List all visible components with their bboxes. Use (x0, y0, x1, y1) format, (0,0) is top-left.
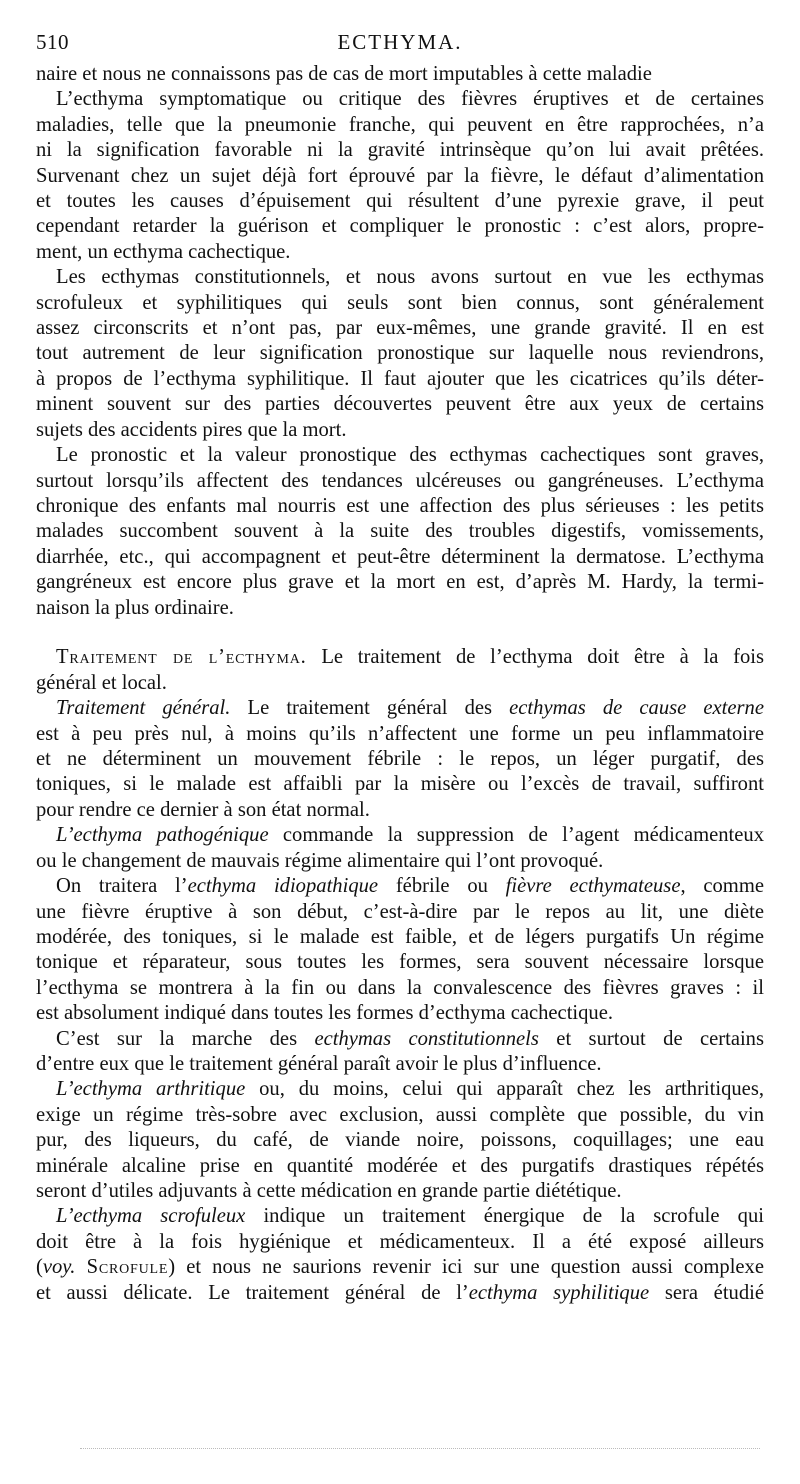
text-line (36, 950, 764, 975)
text-run: malades succombent souvent à la suite des troubles digestifs, vomissements, (36, 520, 764, 543)
small-caps-heading: Scrofule (86, 1256, 169, 1279)
italic-term: ecthyma idiopathique (187, 875, 379, 898)
text-line (36, 1230, 764, 1255)
text-run: sujets des accidents pires que la mort. (36, 418, 347, 441)
text-run: naire et nous ne connaissons pas de cas de mort imputables à cette maladie (36, 63, 652, 85)
italic-term: L’ecthyma arthritique (56, 1078, 246, 1101)
paragraph (36, 1077, 764, 1204)
text-run: d’entre eux que le traitement général paraît avoir le plus d’influence. (36, 1052, 602, 1075)
text-run: L’ecthyma symptomatique ou critique des fièvres éruptives et de certaines (56, 88, 764, 111)
text-line (36, 392, 764, 417)
text-run: et aussi délicate. Le traitement général de l’ (36, 1281, 469, 1304)
text-run: sera étudié (649, 1281, 764, 1304)
text-run: ou le changement de mauvais régime alimentaire qui l’ont provoqué. (36, 849, 604, 872)
text-line (36, 113, 764, 138)
text-line (36, 1179, 764, 1204)
text-run: tonique et réparateur, sous toutes les formes, sera souvent nécessaire lorsque (36, 951, 764, 974)
text-line (36, 1128, 764, 1153)
text-line (36, 1154, 764, 1179)
text-run: et surtout de certains (538, 1027, 764, 1050)
text-line (36, 469, 764, 494)
italic-term: ecthyma syphilitique (468, 1281, 650, 1304)
text-run: général et local. (36, 671, 167, 694)
text-run: ) et nous ne saurions revenir ici sur une question aussi complexe (168, 1256, 764, 1279)
text-line (36, 87, 764, 112)
text-line (36, 1052, 764, 1077)
paragraph (36, 87, 764, 265)
text-line (36, 849, 764, 874)
italic-term: L’ecthyma pathogénique (56, 824, 269, 847)
text-run: diarrhée, etc., qui accompagnent et peut-être déterminent la dermatose. L’ecthyma (36, 545, 764, 568)
text-line (36, 874, 764, 899)
text-run: pur, des liqueurs, du café, de viande noire, poissons, coquillages; une eau (36, 1129, 764, 1152)
text-run: Le traitement de l’ecthyma doit être à la fois (306, 646, 764, 669)
text-line (36, 976, 764, 1001)
text-run: est à peu près nul, à moins qu’ils n’affectent une forme un peu inflammatoire (36, 722, 764, 745)
text-line (36, 1001, 764, 1026)
text-run: à propos de l’ecthyma syphilitique. Il faut ajouter que les cicatrices qu’ils déter- (36, 367, 764, 390)
text-run: fébrile ou (378, 875, 506, 898)
italic-term: fièvre ecthymateuse (505, 875, 681, 898)
text-run: Survenant chez un sujet déjà fort éprouvé par la fièvre, le défaut d’alimentation (36, 164, 764, 187)
text-run: une fièvre éruptive à son début, c’est-à-dire par le repos au lit, une diète (36, 900, 764, 923)
page-header (36, 26, 764, 60)
small-caps-heading: Traitement de l’ecthyma. (56, 646, 307, 669)
text-line (36, 596, 764, 621)
text-run: tout autrement de leur signification pronostique sur laquelle nous reviendrons, (36, 342, 764, 365)
text-line (36, 925, 764, 950)
text-line (36, 189, 764, 214)
text-run: et toutes les causes d’épuisement qui résultent d’une pyrexie grave, il peut (36, 190, 764, 213)
text-run: pour rendre ce dernier à son état normal. (36, 798, 370, 821)
text-line (36, 164, 764, 189)
text-line (36, 798, 764, 823)
text-run: l’ecthyma se montrera à la fin ou dans la convalescence des fièvres graves : il (36, 976, 764, 999)
body-text (36, 62, 764, 1306)
text-line (36, 316, 764, 341)
text-line (36, 367, 764, 392)
text-run: surtout lorsqu’ils affectent des tendances ulcéreuses ou gangréneuses. L’ecthyma (36, 469, 764, 492)
text-run: ment, un ecthyma cachectique. (36, 240, 291, 263)
text-line (36, 519, 764, 544)
text-run: seront d’utiles adjuvants à cette médication en grande partie diététique. (36, 1179, 622, 1202)
text-run: chronique des enfants mal nourris est une affection des plus sérieuses : les petits (36, 494, 764, 517)
italic-term: ecthymas constitutionnels (314, 1027, 539, 1050)
text-line (36, 1027, 764, 1052)
text-line (36, 823, 764, 848)
text-line (36, 671, 764, 696)
text-run: minent souvent sur des parties découvertes peuvent être aux yeux de certains (36, 393, 764, 416)
text-line (36, 696, 764, 721)
text-run: Le traitement général des (230, 697, 510, 720)
paragraph (36, 1027, 764, 1078)
text-run: naison la plus ordinaire. (36, 596, 234, 619)
text-run: est absolument indiqué dans toutes les formes d’ecthyma cachectique. (36, 1002, 614, 1025)
text-run: et ne déterminent un mouvement fébrile : le repos, un léger purgatif, des (36, 748, 764, 771)
bottom-edge-bleed (80, 1448, 760, 1451)
text-run: ou, du moins, celui qui apparaît chez les arthritiques, (245, 1078, 764, 1101)
section-gap (36, 621, 764, 646)
text-line (36, 291, 764, 316)
italic-term: Traitement général. (56, 697, 231, 720)
text-line (36, 772, 764, 797)
paragraph (36, 443, 764, 621)
paragraph (36, 874, 764, 1026)
italic-term: voy. (42, 1256, 76, 1279)
text-line (36, 443, 764, 468)
text-run: C’est sur la marche des (56, 1027, 315, 1050)
text-line (36, 214, 764, 239)
text-line (36, 1281, 764, 1306)
italic-term: L’ecthyma scrofuleux (56, 1205, 246, 1228)
text-run: scrofuleux et syphilitiques qui seuls sont bien connus, sont généralement (36, 291, 764, 314)
text-run: commande la suppression de l’agent médicamenteux (268, 824, 764, 847)
text-run: cependant retarder la guérison et compliquer le pronostic : c’est alors, propre- (36, 215, 764, 238)
italic-term: ecthymas de cause externe (509, 697, 764, 720)
text-run: indique un traitement énergique de la scrofule qui (245, 1205, 764, 1228)
text-line (36, 1077, 764, 1102)
text-run: On traitera l’ (56, 875, 188, 898)
page-number: 510 (36, 30, 69, 54)
paragraph (36, 645, 764, 696)
text-run: Les ecthymas constitutionnels, et nous avons surtout en vue les ecthymas (56, 266, 764, 289)
text-run: toniques, si le malade est affaibli par la misère ou l’excès de travail, suffiront (36, 773, 764, 796)
text-line (36, 494, 764, 519)
text-line (36, 900, 764, 925)
text-line (36, 418, 764, 443)
text-line (36, 570, 764, 595)
text-line (36, 138, 764, 163)
paragraph (36, 1204, 764, 1306)
text-run: maladies, telle que la pneumonie franche, qui peuvent en être rapprochées, n’a (36, 113, 764, 136)
text-line (36, 1103, 764, 1128)
text-line (36, 1204, 764, 1229)
text-line (36, 265, 764, 290)
text-run: ( (36, 1256, 43, 1279)
text-run: assez circonscrits et n’ont pas, par eux-mêmes, une grande gravité. Il en est (36, 317, 764, 340)
text-line (36, 62, 764, 87)
text-line (36, 341, 764, 366)
text-line (36, 545, 764, 570)
paragraph (36, 696, 764, 823)
text-run: ni la signification favorable ni la gravité intrinsèque qu’on lui avait prêtées. (36, 139, 764, 162)
text-run: exige un régime très-sobre avec exclusion, aussi complète que possible, du vin (36, 1103, 764, 1126)
text-run: doit être à la fois hygiénique et médicamenteux. Il a été exposé ailleurs (36, 1230, 764, 1253)
text-line (36, 722, 764, 747)
text-run: Le pronostic et la valeur pronostique des ecthymas cachectiques sont graves, (56, 444, 764, 467)
text-run: minérale alcaline prise en quantité modérée et des purgatifs drastiques répétés (36, 1154, 764, 1177)
text-line (36, 645, 764, 670)
text-line (36, 240, 764, 265)
text-run: modérée, des toniques, si le malade est faible, et de légers purgatifs Un régime (36, 925, 764, 948)
text-line (36, 747, 764, 772)
text-line (36, 1255, 764, 1280)
paragraph (36, 823, 764, 874)
paragraph (36, 62, 764, 87)
paragraph (36, 265, 764, 443)
text-run: gangréneux est encore plus grave et la mort en est, d’après M. Hardy, la termi- (36, 571, 764, 594)
running-head: ECTHYMA. (337, 30, 463, 54)
text-run (75, 1256, 86, 1278)
text-run: , comme (680, 875, 764, 898)
